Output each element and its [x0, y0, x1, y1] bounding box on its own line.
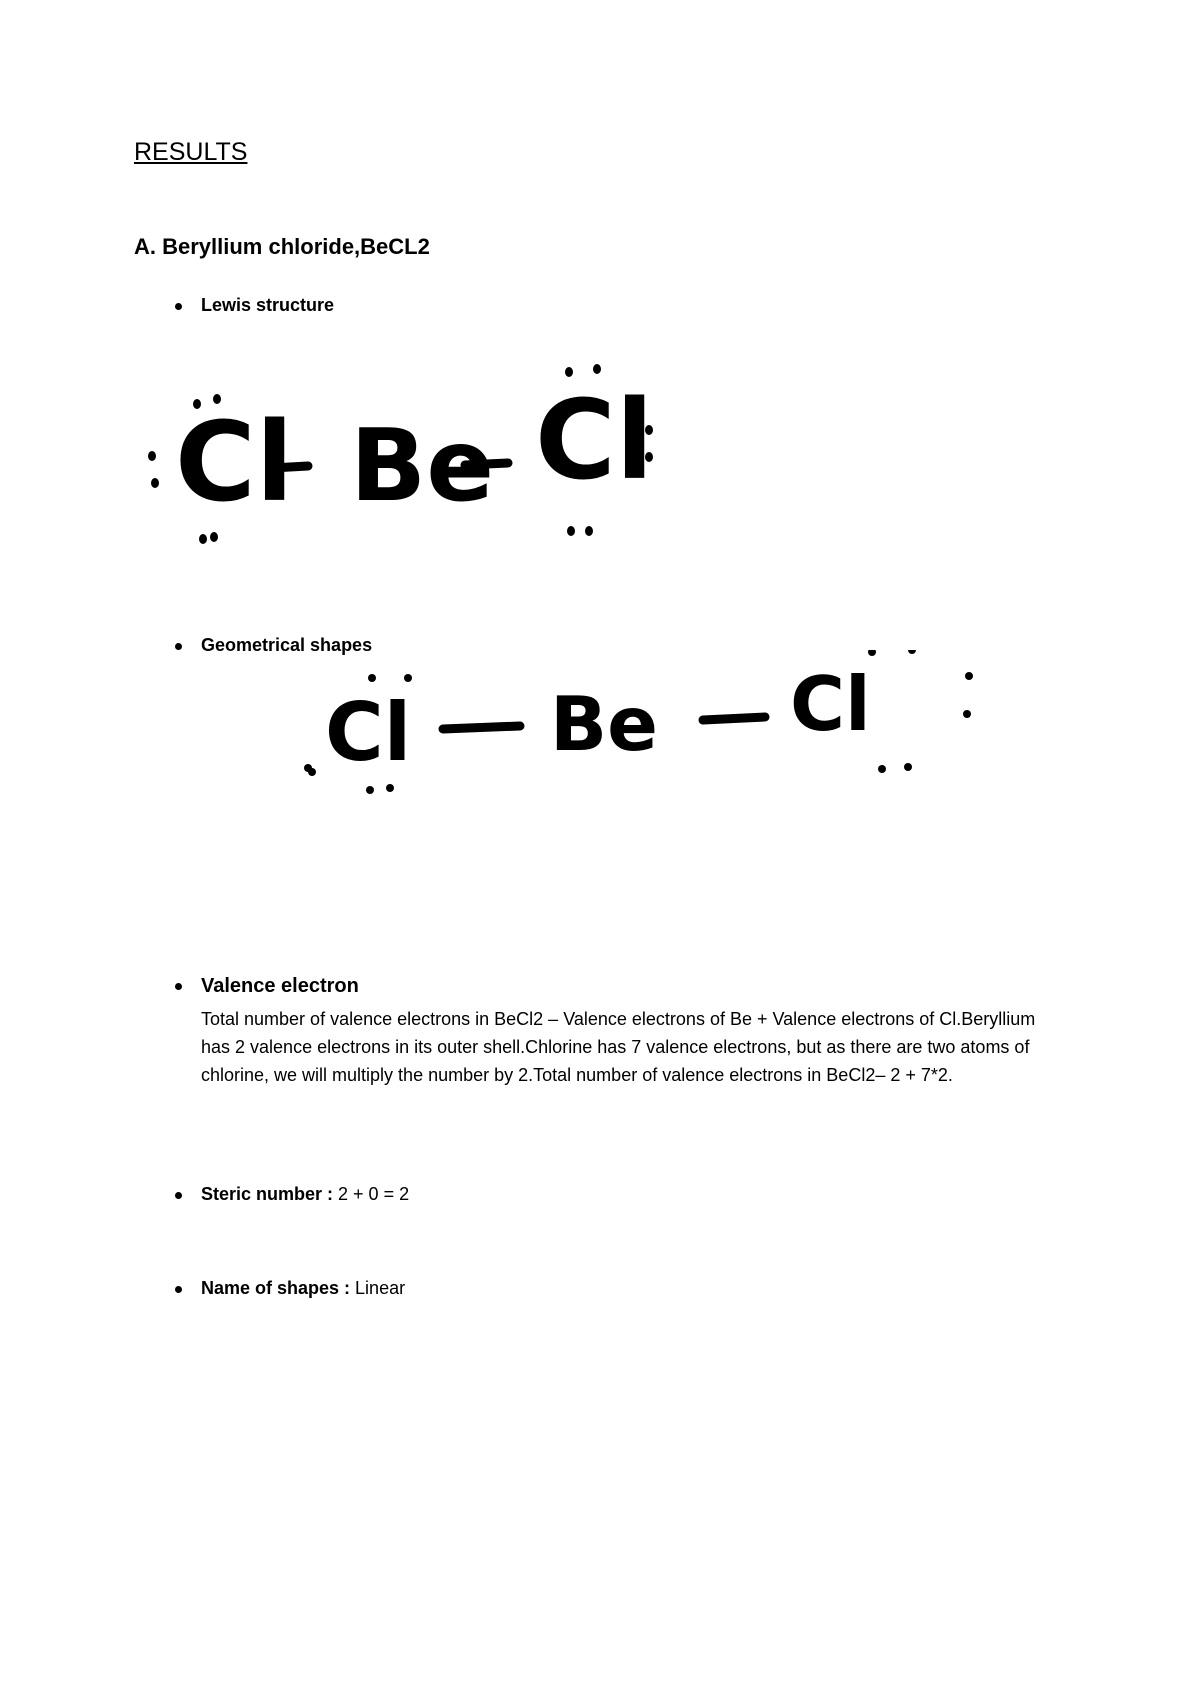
- steric-value: 2 + 0 = 2: [333, 1184, 410, 1204]
- page-title: RESULTS: [134, 138, 248, 166]
- beryllium: Be: [550, 680, 659, 768]
- beryllium: Be: [350, 407, 495, 524]
- bullet-icon: [175, 1192, 182, 1199]
- shape-value: Linear: [350, 1278, 406, 1298]
- bullet-icon: [175, 1286, 182, 1293]
- bullet-label: Geometrical shapes: [201, 635, 373, 655]
- chlorine-left: Cl: [175, 398, 294, 526]
- bullet-label: Valence electron: [201, 975, 359, 997]
- section-heading: A. Beryllium chloride,BeCL2: [134, 234, 430, 259]
- bullet-icon: [175, 643, 182, 650]
- valence-paragraph: Total number of valence electrons in BeCl2 – Valence electrons of Be + Valence electrons of Cl.Beryllium has 2 valence electrons in its outer shell.Chlorine has 7 valence electrons, but as there are two atoms of chlorine, we will multiply the number by 2.Total number of valence electrons in BeCl2– 2 + 7*2.: [201, 1009, 1036, 1085]
- bullet-icon: [175, 983, 182, 990]
- chlorine-right: Cl: [790, 660, 871, 748]
- bullet-label: Lewis structure: [201, 295, 335, 315]
- bullet-label: Steric number :: [201, 1184, 334, 1204]
- geometric-shape-drawing: [300, 650, 1000, 810]
- bullet-label: Name of shapes :: [201, 1278, 351, 1298]
- lewis-structure-drawing: [140, 350, 960, 550]
- chlorine-right: Cl: [535, 376, 654, 504]
- bullet-icon: [175, 303, 182, 310]
- chlorine-left: Cl: [325, 686, 412, 779]
